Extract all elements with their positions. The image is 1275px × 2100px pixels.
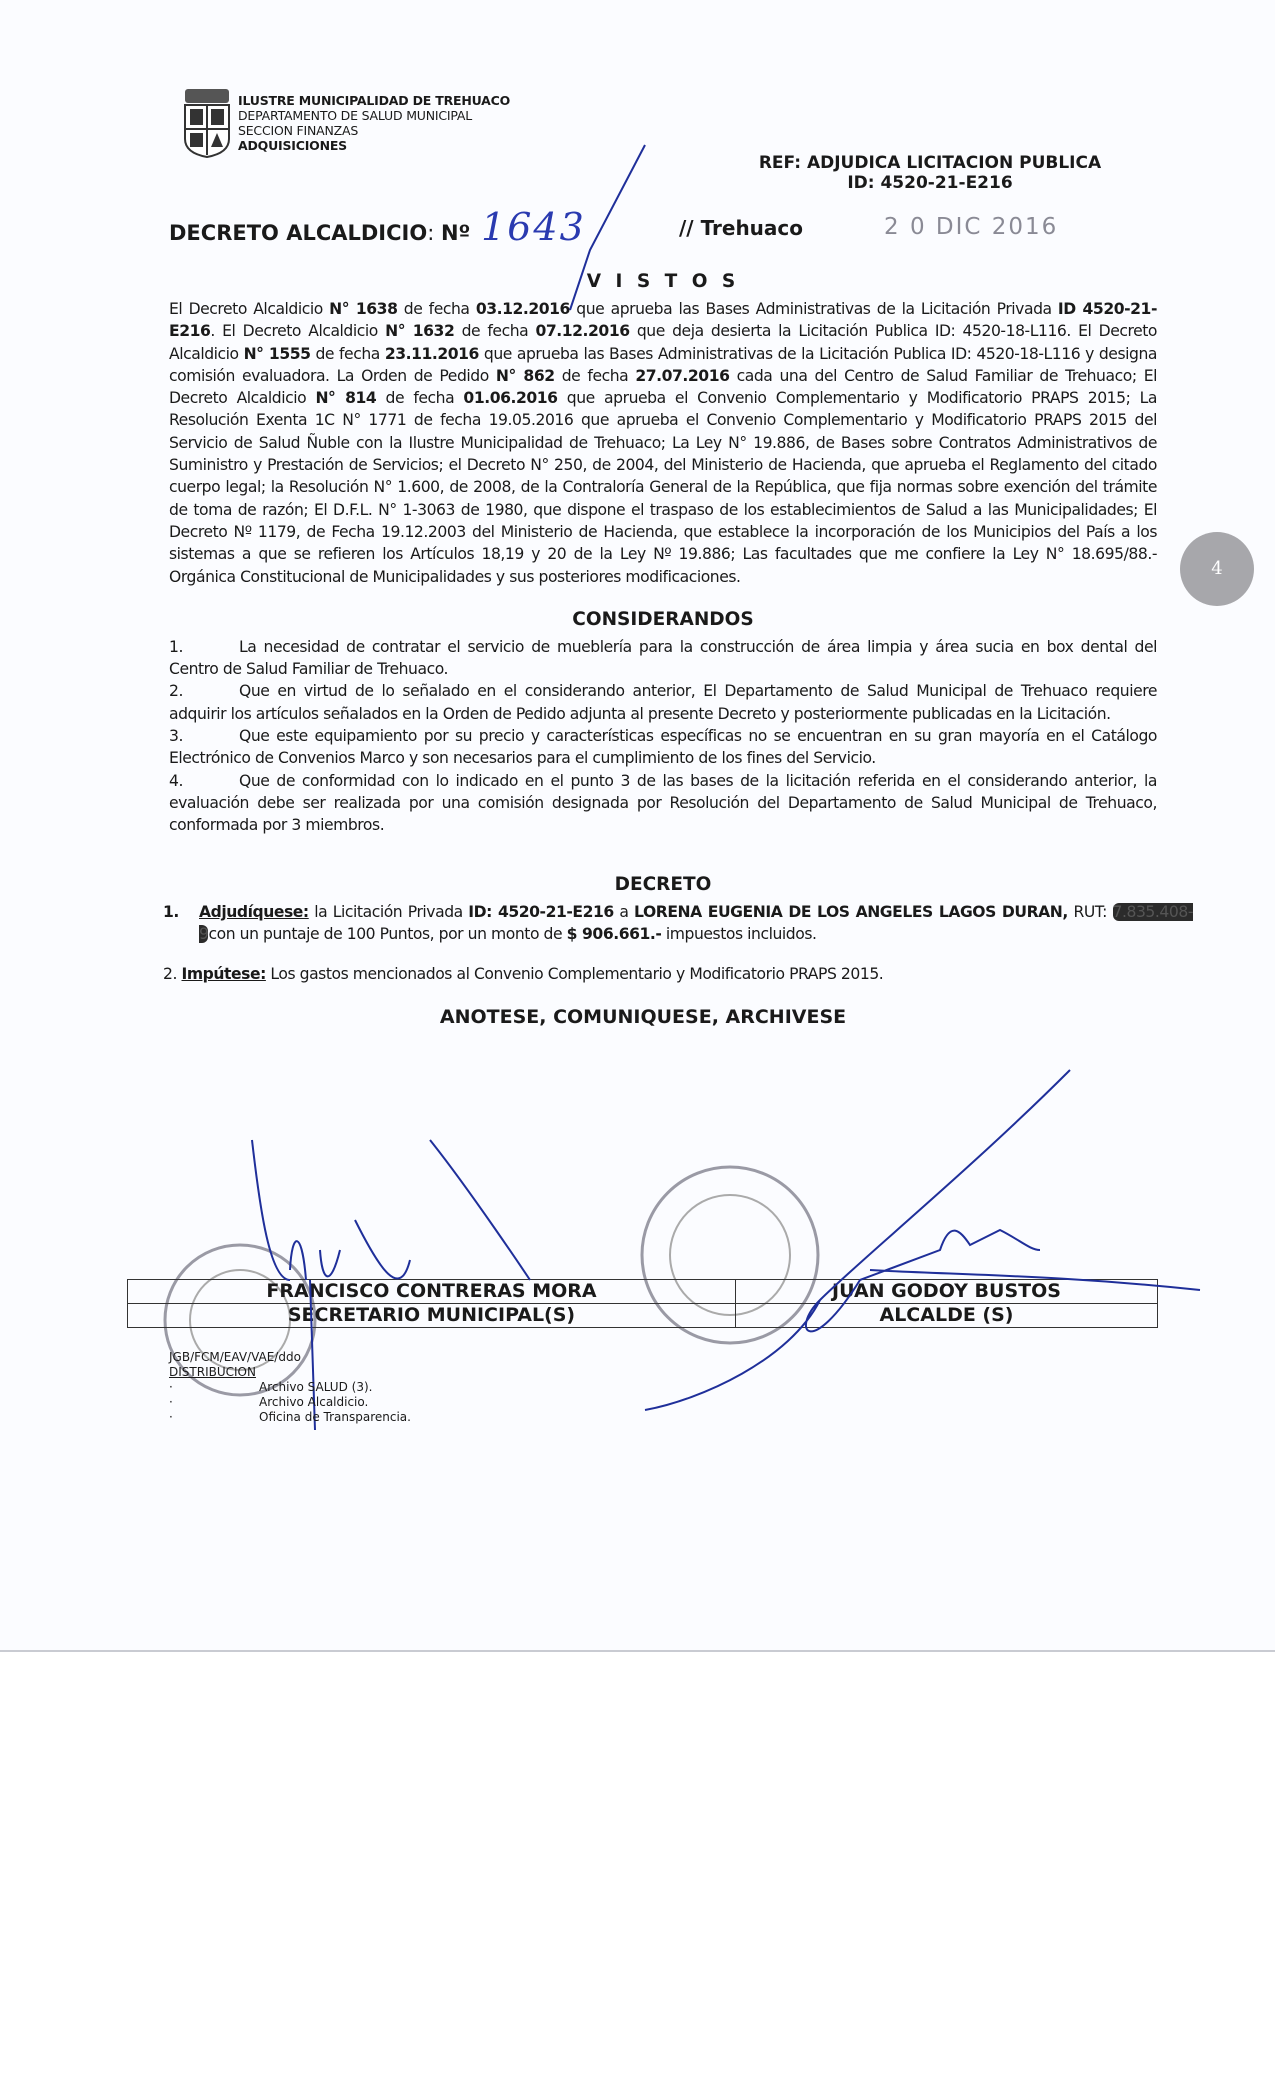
decree-label: DECRETO ALCALDICIO (169, 221, 428, 245)
document-body (163, 270, 1194, 1033)
place-label: // Trehuaco (679, 216, 804, 240)
decreto-item-1 (163, 901, 1193, 946)
department-name: DEPARTAMENTO DE SALUD MUNICIPAL (238, 108, 473, 123)
adjudiquese-keyword: Adjudíquese: (199, 902, 309, 921)
award-amount: $ 906.661.- (566, 924, 662, 943)
vistos-reference: N° 814 (315, 389, 377, 408)
distribution-text: Archivo SALUD (3). (259, 1380, 373, 1394)
considerando-item (169, 725, 1157, 770)
considerandos-heading: CONSIDERANDOS (572, 608, 754, 630)
secretary-title: SECRETARIO MUNICIPAL(S) (128, 1304, 736, 1328)
distribution-item: · Archivo SALUD (3). (169, 1380, 373, 1394)
decreto-item-2 (163, 963, 1193, 985)
distribution-item: · Oficina de Transparencia. (169, 1410, 411, 1424)
page-number-badge: 4 (1180, 532, 1254, 606)
vistos-heading: V I S T O S (586, 271, 740, 292)
vistos-text: que aprueba las Bases Administrativas de la Licitación Privada (569, 300, 1058, 318)
decree-colon: : (427, 221, 435, 245)
vistos-reference: N° 1638 (329, 300, 398, 318)
institution-name: ILUSTRE MUNICIPALIDAD DE TREHUACO (238, 93, 511, 108)
text: la Licitación Privada (308, 902, 469, 921)
vistos-text: cada una del Centro de Salud Familiar de Trehuaco; El Decreto Alcaldicio (169, 366, 1157, 408)
text: impuestos incluidos. (661, 924, 817, 943)
reference-block (740, 153, 1120, 193)
distribution-text: Oficina de Transparencia. (259, 1410, 411, 1424)
item-number: 3. (169, 727, 183, 746)
considerando-item (169, 770, 1157, 837)
section-name: SECCION FINANZAS (238, 123, 359, 138)
reference-title: REF: ADJUDICA LICITACION PUBLICA (758, 153, 1102, 173)
item-number: 1. (163, 902, 179, 921)
text: a (613, 902, 635, 921)
distribution-title: DISTRIBUCION (169, 1365, 256, 1379)
footer-block (169, 1350, 411, 1425)
decreto-heading: DECRETO (614, 873, 712, 895)
vistos-reference: 07.12.2016 (535, 322, 630, 341)
text: Los gastos mencionados al Convenio Complementario y Modificatorio PRAPS 2015. (265, 965, 884, 984)
vistos-reference: ID 4520-21-E216 (169, 300, 1157, 341)
vistos-reference: N° 1555 (243, 344, 311, 363)
item-text: La necesidad de contratar el servicio de mueblería para la construcción de área limpia y área sucia en box dental del Centro de Salud Familiar de Trehuaco. (169, 637, 1157, 679)
item-text: Que este equipamiento por su precio y características específicas no se encuentran en su gran mayoría en el Catálogo Electrónico de Convenios Marco y son necesarios para el cumplimiento de los fines del Servicio. (169, 727, 1157, 768)
mayor-title: ALCALDE (S) (736, 1304, 1158, 1328)
vistos-text: El Decreto Alcaldicio (169, 300, 330, 318)
rut-redacted: 7.835.408-9 (199, 902, 1194, 943)
vistos-reference: N° 1632 (385, 322, 455, 341)
vistos-text: de fecha (376, 389, 464, 408)
decree-number-handwritten: 1643 (481, 205, 586, 249)
distribution-item: · Archivo Alcaldicio. (169, 1395, 369, 1409)
item-number: 2. (169, 682, 183, 701)
mayor-name: JUAN GODOY BUSTOS (736, 1280, 1158, 1304)
tender-id: ID: 4520-21-E216 (468, 902, 614, 921)
considerandos-list (169, 636, 1157, 837)
item-number: 2. (163, 965, 177, 984)
mayor-signature (640, 1060, 1240, 1420)
vistos-reference: 03.12.2016 (475, 300, 570, 318)
item-text: Que en virtud de lo señalado en el considerando anterior, El Departamento de Salud Municipal de Trehuaco requiere adquirir los artículos señalados en la Orden de Pedido adjunta al presente Decreto y posteriormente publicadas en la Licitación. (169, 682, 1157, 723)
vistos-text: de fecha (554, 366, 636, 385)
item-text: Que de conformidad con lo indicado en el punto 3 de las bases de la licitación referida en el considerando anterior, la evaluación debe ser realizada por una comisión designada por Resolución del Departamento de Salud Municipal de Trehuaco, conformada por 3 miembros. (169, 771, 1157, 835)
item-number: 1. (169, 637, 183, 656)
initials: JGB/FCM/EAV/VAE/ddo (169, 1350, 301, 1364)
decree-number-label: Nº (440, 221, 471, 245)
vistos-paragraph (169, 298, 1157, 588)
vistos-text: de fecha (397, 300, 476, 318)
unit-name: ADQUISICIONES (238, 138, 347, 153)
vistos-text: de fecha (454, 322, 536, 341)
vistos-text: que deja desierta la Licitación Publica ID: 4520-18-L116. El Decreto Alcaldicio (169, 322, 1157, 363)
vistos-reference: N° 862 (495, 366, 555, 385)
closing-formula: ANOTESE, COMUNIQUESE, ARCHIVESE (439, 1006, 847, 1029)
item-number: 4. (169, 771, 183, 790)
vistos-reference: 01.06.2016 (463, 389, 558, 408)
secretary-name: FRANCISCO CONTRERAS MORA (128, 1280, 736, 1304)
reference-id: ID: 4520-21-E216 (847, 173, 1013, 193)
distribution-text: Archivo Alcaldicio. (259, 1395, 369, 1409)
vistos-reference: 23.11.2016 (384, 344, 479, 363)
vistos-reference: 27.07.2016 (635, 366, 730, 385)
imputese-keyword: Impútese: (181, 965, 266, 984)
vistos-text: . El Decreto Alcaldicio (210, 322, 386, 341)
considerando-item (169, 680, 1157, 725)
considerando-item (169, 636, 1157, 681)
vistos-text: que aprueba el Convenio Complementario y Modificatorio PRAPS 2015; La Resolución Exenta 1C N° 1771 de fecha 19.05.2016 que aprueba el Convenio Complementario y Modificatorio PRAPS 2015 del Servicio de Salud Ñuble con la Ilustre Municipalidad de Trehuaco; La Ley N° 19.886, de Bases sobre Contratos Administrativos de Suministro y Prestación de Servicios; el Decreto N° 250, de 2004, del Ministerio de Hacienda, que aprueba el Reglamento del citado cuerpo legal; la Resolución N° 1.600, de 2008, de la Contraloría General de la República, que fija normas sobre exención del trámite de toma de razón; El D.F.L. N° 1-3063 de 1980, que dispone el traspaso de los establecimientos de Salud a las Municipalidades; El Decreto Nº 1179, de Fecha 19.12.2003 del Ministerio de Hacienda, que establece la incorporación de los Municipios del País a los sistemas a que se refieren los Artículos 18,19 y 20 de la Ley Nº 19.886; Las facultades que me confiere la Ley N° 18.695/88.- Orgánica Constitucional de Municipalidades y sus posteriores modificaciones. (169, 389, 1157, 586)
rut-label: RUT: (1073, 902, 1113, 921)
municipal-crest-logo (181, 87, 233, 159)
text: con un puntaje de 100 Puntos, por un monto de (208, 924, 567, 943)
awardee-name: LORENA EUGENIA DE LOS ANGELES LAGOS DURAN, (634, 902, 1068, 921)
vistos-text: de fecha (310, 344, 385, 363)
date-stamp: 2 0 DIC 2016 (884, 214, 1059, 240)
vistos-text: que aprueba las Bases Administrativas de la Licitación Publica ID: 4520-18-L116 y designa comisión evaluadora. La Orden de Pedido (169, 344, 1157, 385)
